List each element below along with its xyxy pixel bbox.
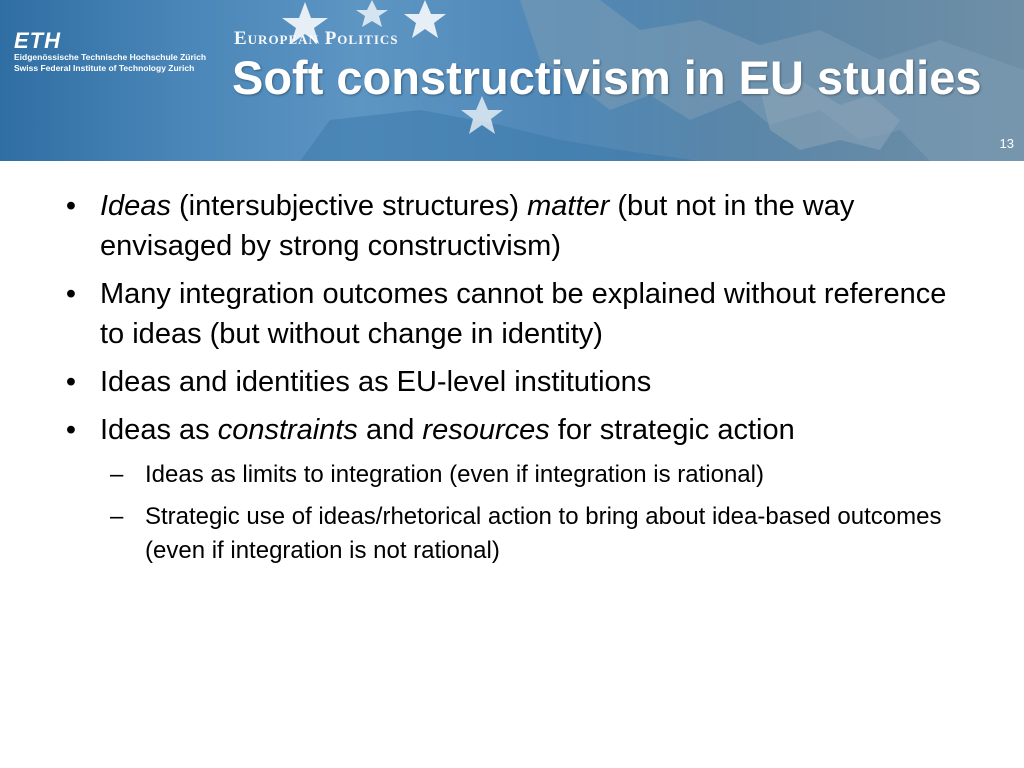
bullet-text-part: (intersubjective structures) [170, 190, 528, 222]
bullet-marker: • [65, 414, 77, 446]
sub-bullet-item [56, 500, 976, 568]
bullet-item [56, 410, 976, 450]
logo-line-2: Swiss Federal Institute of Technology Zurich [14, 63, 195, 73]
sub-bullet-marker: – [110, 503, 124, 530]
bullet-text-part: Ideas as [100, 414, 218, 446]
bullet-text-part: for strategic action [549, 414, 795, 446]
bullet-text-part: Ideas [100, 190, 171, 222]
bullet-item [56, 362, 976, 402]
bullet-text-part: Many integration outcomes cannot be explained without reference to ideas (but without change in identity) [100, 278, 947, 350]
course-label: European Politics [234, 28, 399, 49]
bullet-text-part: (but not in the way envisaged by strong constructivism) [100, 190, 855, 262]
bullet-item [56, 274, 976, 354]
bullet-marker: • [65, 366, 77, 398]
bullet-text-part: and [357, 414, 423, 446]
logo-mark: ETH [14, 28, 61, 53]
sub-bullet-item [56, 458, 976, 492]
bullet-text-part: matter [527, 190, 610, 222]
bullet-text-part: Ideas and identities as EU-level institutions [100, 366, 652, 398]
bullet-text-part: resources [422, 414, 550, 446]
sub-bullet-marker: – [110, 461, 124, 488]
slide-content [56, 186, 976, 576]
sub-bullet-text: Ideas as limits to integration (even if integration is rational) [145, 461, 764, 488]
bullet-text-part: constraints [217, 414, 358, 446]
header-banner [0, 0, 1024, 161]
slide-title: Soft constructivism in EU studies [232, 51, 982, 104]
logo-line-1: Eidgenössische Technische Hochschule Zürich [14, 52, 207, 62]
slide-number: 13 [999, 136, 1014, 151]
bullet-item [56, 186, 976, 266]
sub-bullet-text: Strategic use of ideas/rhetorical action to bring about idea-based outcomes (even if integration is not rational) [145, 503, 942, 564]
bullet-marker: • [65, 190, 77, 222]
eth-logo [14, 30, 206, 74]
bullet-marker: • [65, 278, 77, 310]
